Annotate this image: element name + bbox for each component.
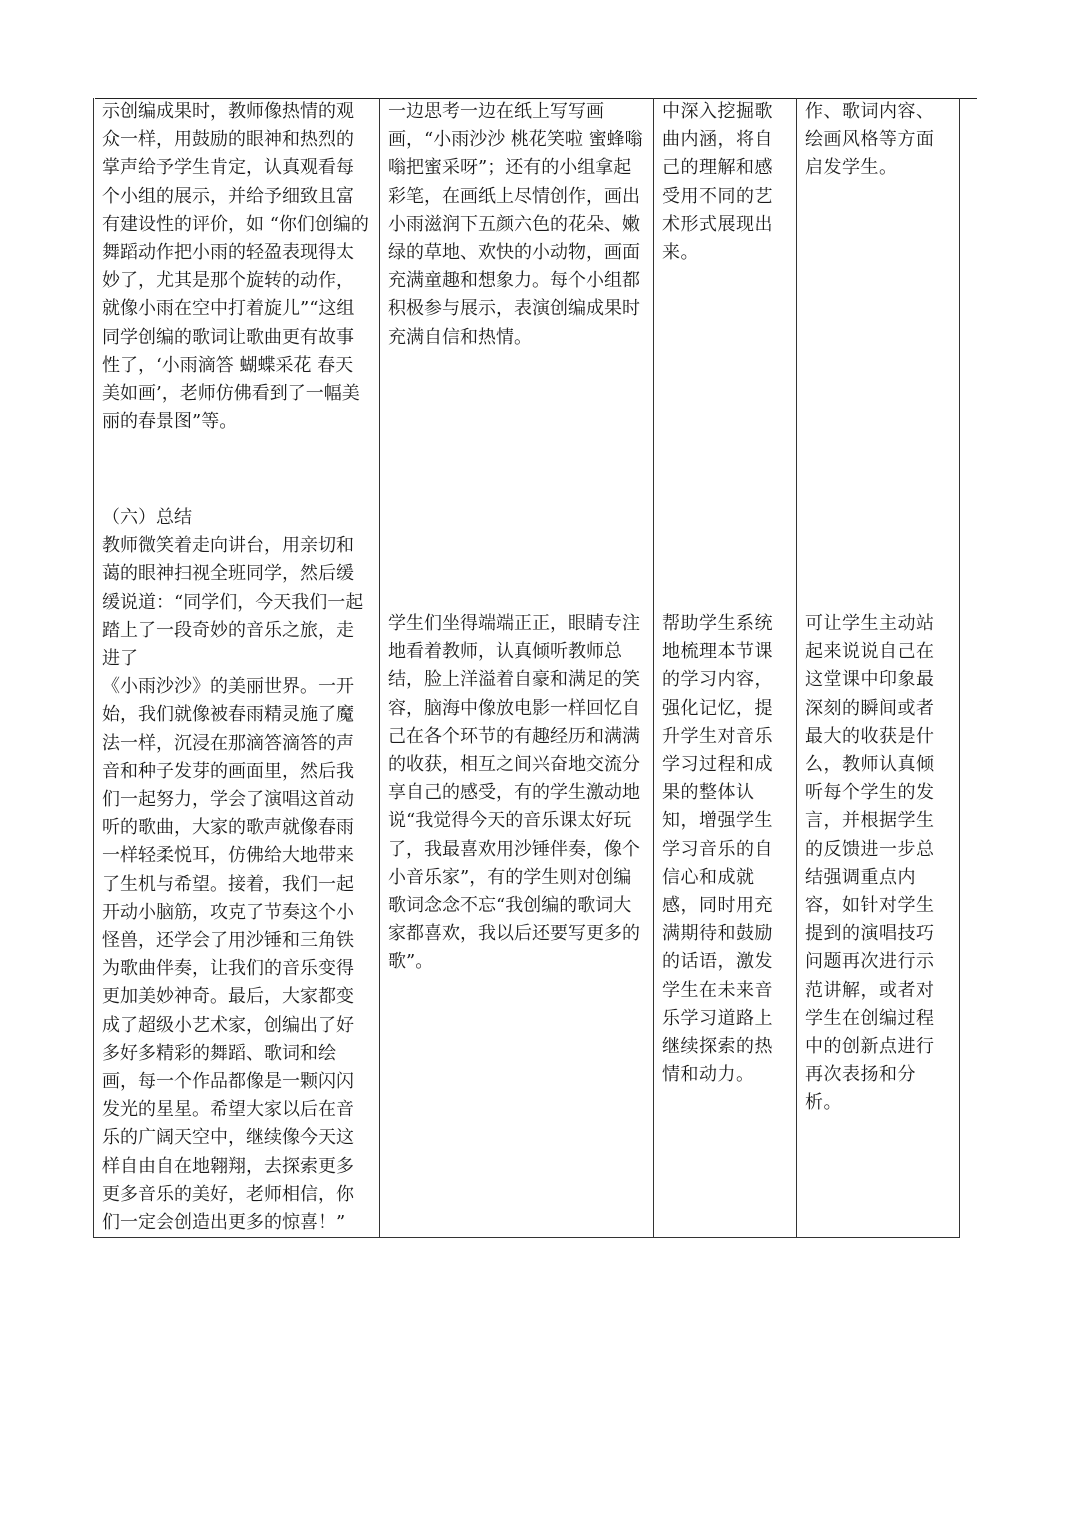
teacher-summary-intro: 教师微笑着走向讲台，用亲切和蔼的眼神扫视全班同学，然后缓缓说道：“同学们，今天我们一起踏上了一段奇妙的音乐之旅，走进了	[102, 535, 364, 670]
design-intent-summary: 帮助学生系统地梳理本节课的学习内容，强化记忆，提升学生对音乐学习过程和成果的整体认知，增强学生学习音乐的自信心和成就感，同时用充满期待和鼓励的话语，激发学生在未来音乐学习道路上继续探索的热情和动力。	[662, 613, 773, 1086]
notes-summary: 可让学生主动站起来说说自己在这堂课中印象最深刻的瞬间或者最大的收获是什么，教师认真倾听每个学生的发言，并根据学生的反馈进一步总结强调重点内容，如针对学生提到的演唱技巧问题再次进行示范讲解，或者对学生在创编过程中的创新点进行再次表扬和分析。	[805, 613, 935, 1114]
section-heading: （六）总结	[102, 507, 192, 528]
lesson-plan-table	[93, 98, 960, 1238]
notes-cell	[797, 98, 960, 1238]
teacher-activity-cell	[94, 98, 380, 1238]
table-row	[94, 98, 960, 1238]
design-intent-cell	[654, 98, 797, 1238]
student-summary-text: 学生们坐得端端正正，眼睛专注地看着教师，认真倾听教师总结，脸上洋溢着自豪和满足的笑容，脑海中像放电影一样回忆自己在各个环节的有趣经历和满满的收获，相互之间兴奋地交流分享自己的感受，有的学生激动地说“我觉得今天的音乐课太好玩了，我最喜欢用沙锤伴奏，像个小音乐家”，有的学生则对创编歌词念念不忘“我创编的歌词大家都喜欢，我以后还要写更多的歌”。	[388, 613, 640, 973]
student-activity-cell	[380, 98, 654, 1238]
student-activity-text: 一边思考一边在纸上写写画画，“小雨沙沙 桃花笑啦 蜜蜂嗡嗡把蜜采呀”；还有的小组拿起彩笔，在画纸上尽情创作，画出小雨滋润下五颜六色的花朵、嫩绿的草地、欢快的小动物，画面充满童趣和想象力。每个小组都积极参与展示，表演创编成果时充满自信和热情。	[388, 101, 643, 348]
teacher-activity-text: 示创编成果时，教师像热情的观众一样，用鼓励的眼神和热烈的掌声给予学生肯定，认真观看每个小组的展示，并给予细致且富有建设性的评价，如 “你们创编的舞蹈动作把小雨的轻盈表现得太妙了，尤其是那个旋转的动作，就像小雨在空中打着旋儿”“这组同学创编的歌词让歌曲更有故事性了，‘小雨滴答 蝴蝶采花 春天美如画’，老师仿佛看到了一幅美丽的春景图”等。	[102, 101, 369, 433]
design-intent-text: 中深入挖掘歌曲内涵，将自己的理解和感受用不同的艺术形式展现出来。	[662, 101, 773, 264]
teacher-summary-text: 《小雨沙沙》的美丽世界。一开始，我们就像被春雨精灵施了魔法一样，沉浸在那滴答滴答的声音和种子发芽的画面里，然后我们一起努力，学会了演唱这首动听的歌曲，大家的歌声就像春雨一样轻柔悦耳，仿佛给大地带来了生机与希望。接着，我们一起开动小脑筋，攻克了节奏这个小怪兽，还学会了用沙锤和三角铁为歌曲伴奏，让我们的音乐变得更加美妙神奇。最后，大家都变成了超级小艺术家，创编出了好多好多精彩的舞蹈、歌词和绘画，每一个作品都像是一颗闪闪发光的星星。希望大家以后在音乐的广阔天空中，继续像今天这样自由自在地翱翔，去探索更多更多音乐的美好，老师相信，你们一定会创造出更多的惊喜！”	[102, 676, 354, 1234]
spacer	[102, 462, 371, 504]
notes-text: 作、歌词内容、绘画风格等方面启发学生。	[805, 101, 935, 179]
